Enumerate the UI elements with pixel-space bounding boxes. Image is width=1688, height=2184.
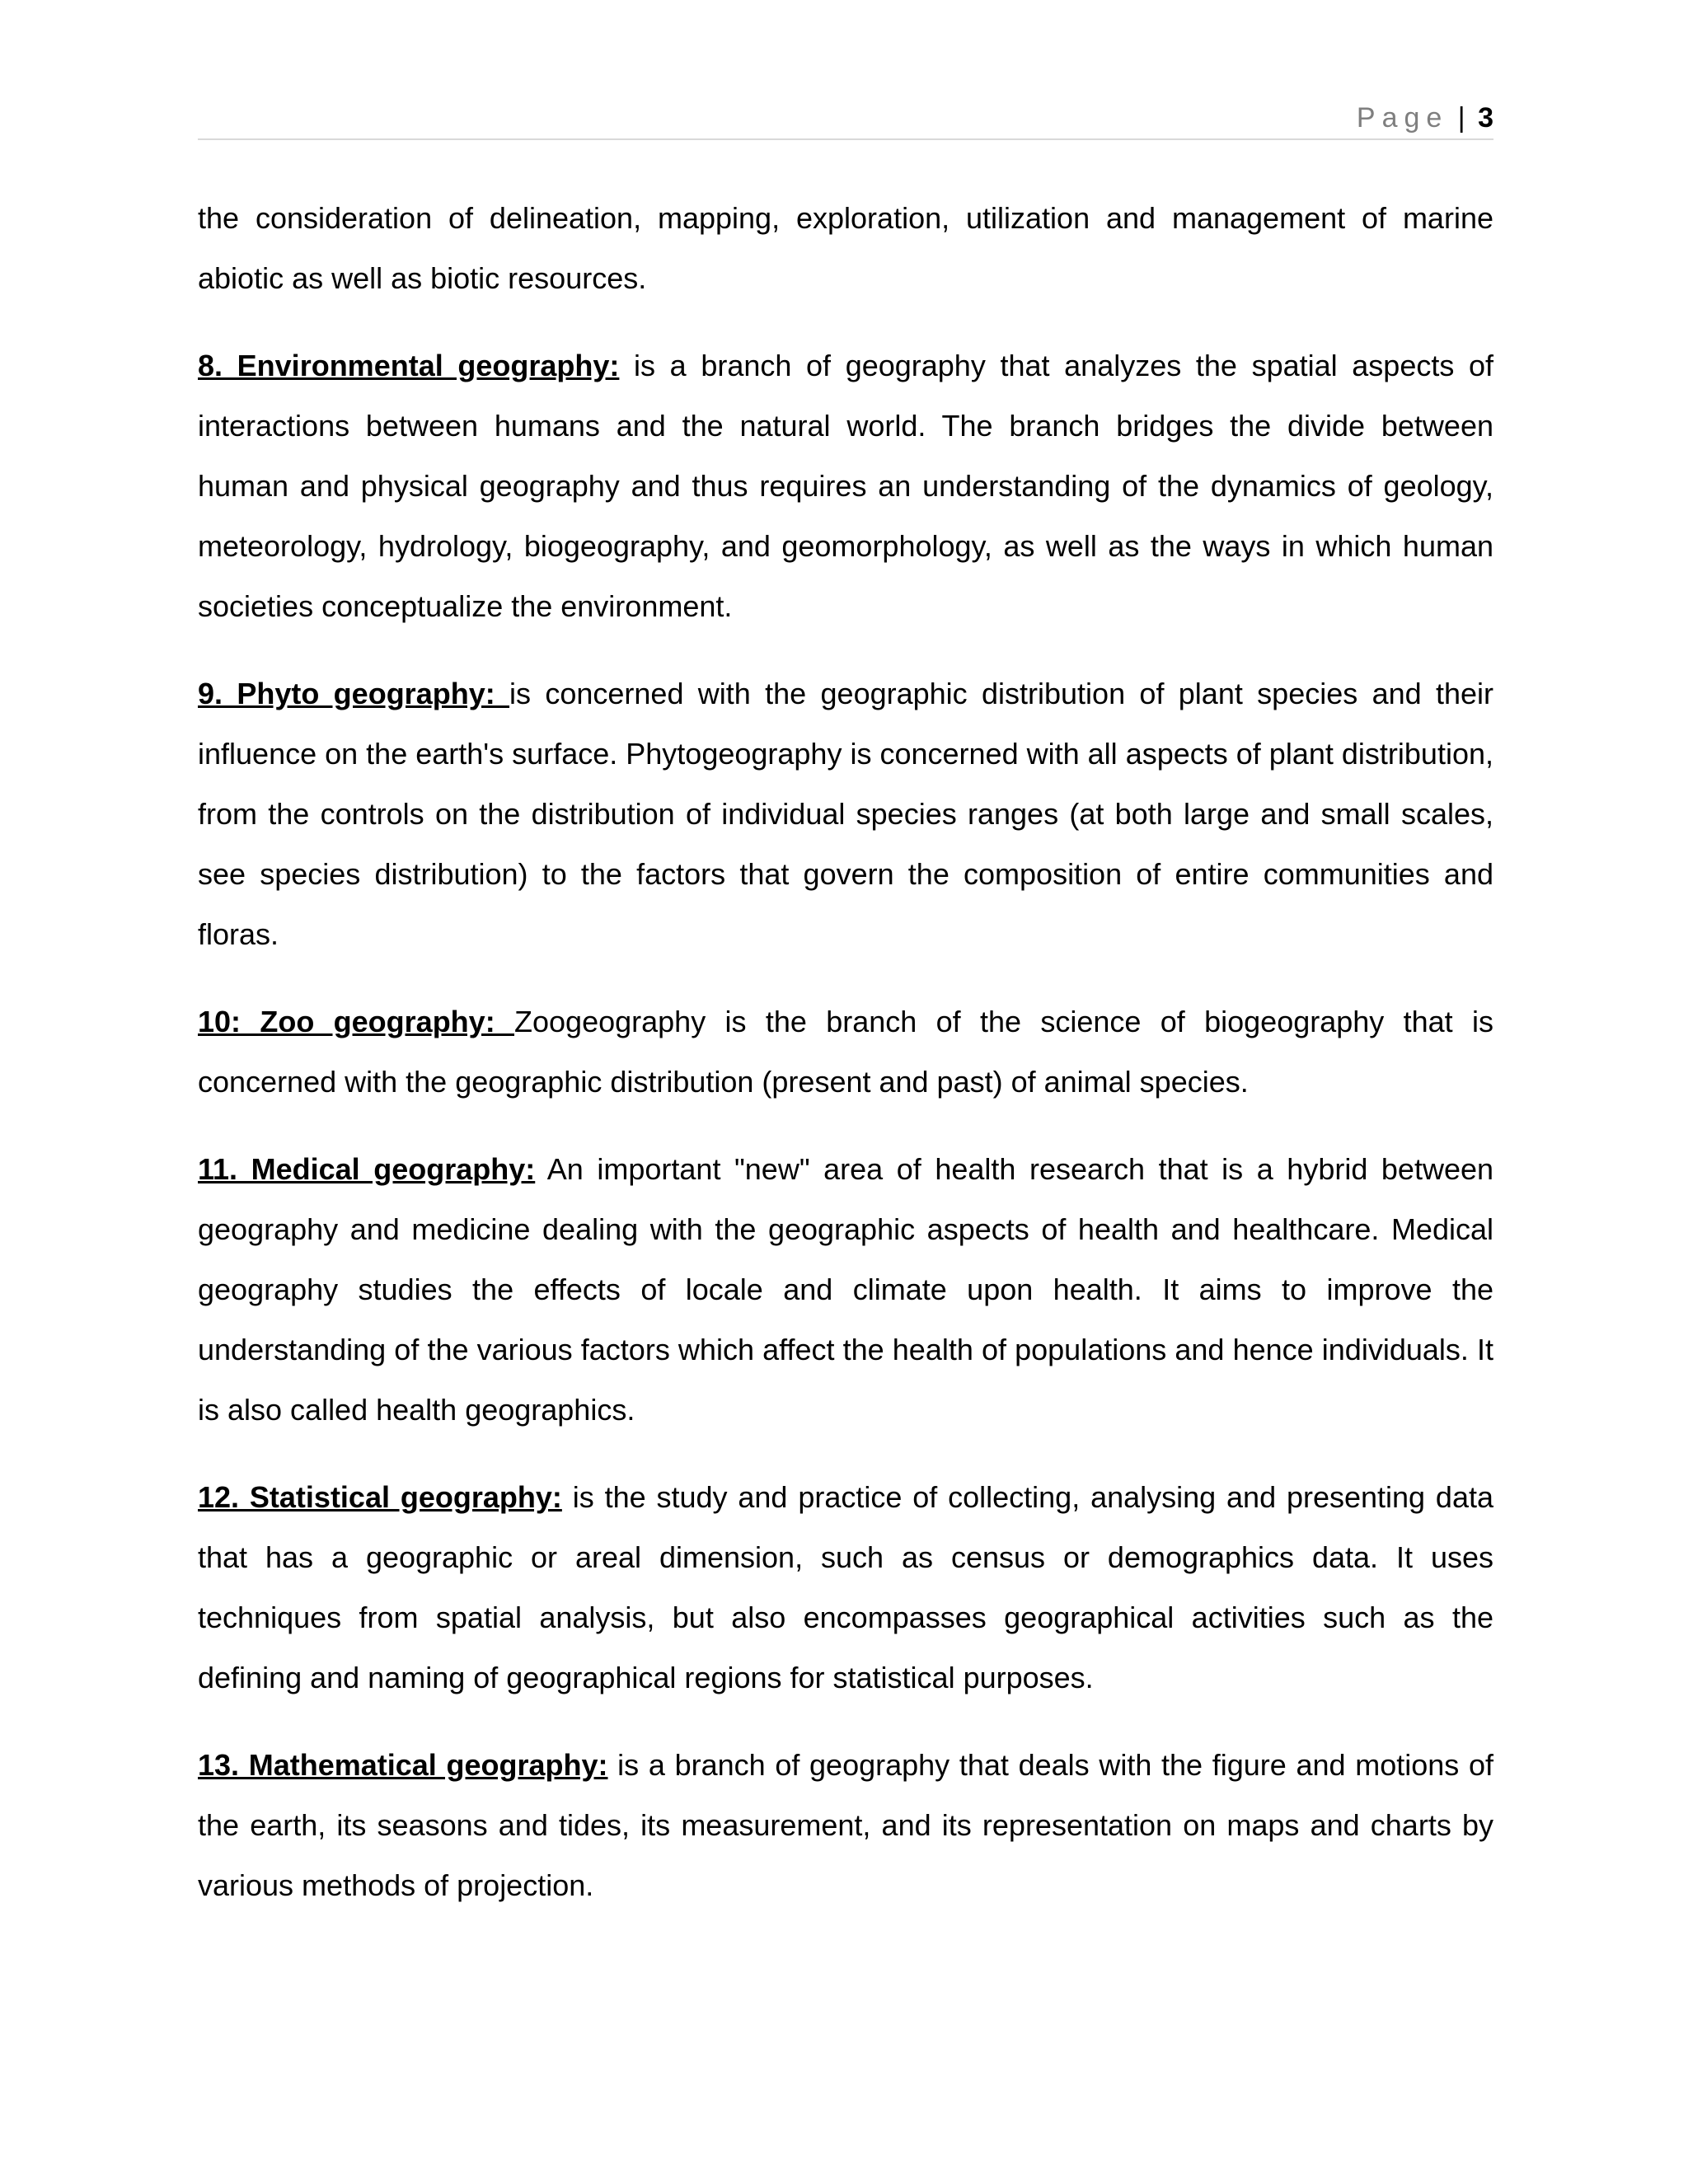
paragraph-zoo-geography <box>198 991 1493 1112</box>
page-number: 3 <box>1478 102 1493 134</box>
term-heading: 11. Medical geography: <box>198 1152 536 1186</box>
paragraph-text: is a branch of geography that deals with the figure and motions of the earth, its seasons and tides, its measurement, and its representation on maps and charts by various methods of projection. <box>198 1748 1493 1902</box>
page-header <box>198 97 1493 140</box>
paragraph-text: is the study and practice of collecting, analysing and presenting data that has a geographic or areal dimension, such as census or demographics data. It uses techniques from spatial analysis, but also encompasses geographical activities such as the defining and naming of geographical regions for statistical purposes. <box>198 1480 1493 1694</box>
term-heading: 9. Phyto geography: <box>198 677 510 710</box>
paragraph-text: Zoogeography is the branch of the science of biogeography that is concerned with the geographic distribution (present and past) of animal species. <box>198 1005 1493 1099</box>
term-heading: 12. Statistical geography: <box>198 1480 562 1514</box>
paragraph-marine-continuation <box>198 188 1493 308</box>
paragraph-phyto-geography <box>198 663 1493 964</box>
term-heading: 13. Mathematical geography: <box>198 1748 608 1782</box>
term-heading: 8. Environmental geography: <box>198 349 620 382</box>
page-separator: | <box>1457 102 1465 134</box>
paragraph-statistical-geography <box>198 1467 1493 1708</box>
paragraph-medical-geography <box>198 1139 1493 1440</box>
page-label: Page <box>1356 102 1449 134</box>
paragraph-text: the consideration of delineation, mapping, exploration, utilization and management of marine abiotic as well as biotic resources. <box>198 201 1493 295</box>
paragraph-environmental-geography <box>198 335 1493 636</box>
paragraph-text: is concerned with the geographic distribution of plant species and their influence on the earth's surface. Phytogeography is concerned with all aspects of plant distribution, from the controls on the distribution of individual species ranges (at both large and small scales, see species distribution) to the factors that govern the composition of entire communities and floras. <box>198 677 1493 951</box>
paragraph-text: is a branch of geography that analyzes the spatial aspects of interactions between humans and the natural world. The branch bridges the divide between human and physical geography and thus requires an understanding of the dynamics of geology, meteorology, hydrology, biogeography, and geomorphology, as well as the ways in which human societies conceptualize the environment. <box>198 349 1494 623</box>
paragraph-text: An important "new" area of health research that is a hybrid between geography and medicine dealing with the geographic aspects of health and healthcare. Medical geography studies the effects of locale and climate upon health. It aims to improve the understanding of the various factors which affect the health of populations and hence individuals. It is also called health geographics. <box>198 1152 1494 1427</box>
document-body <box>198 188 1493 1943</box>
paragraph-mathematical-geography <box>198 1735 1493 1915</box>
term-heading: 10: Zoo geography: <box>198 1005 515 1038</box>
